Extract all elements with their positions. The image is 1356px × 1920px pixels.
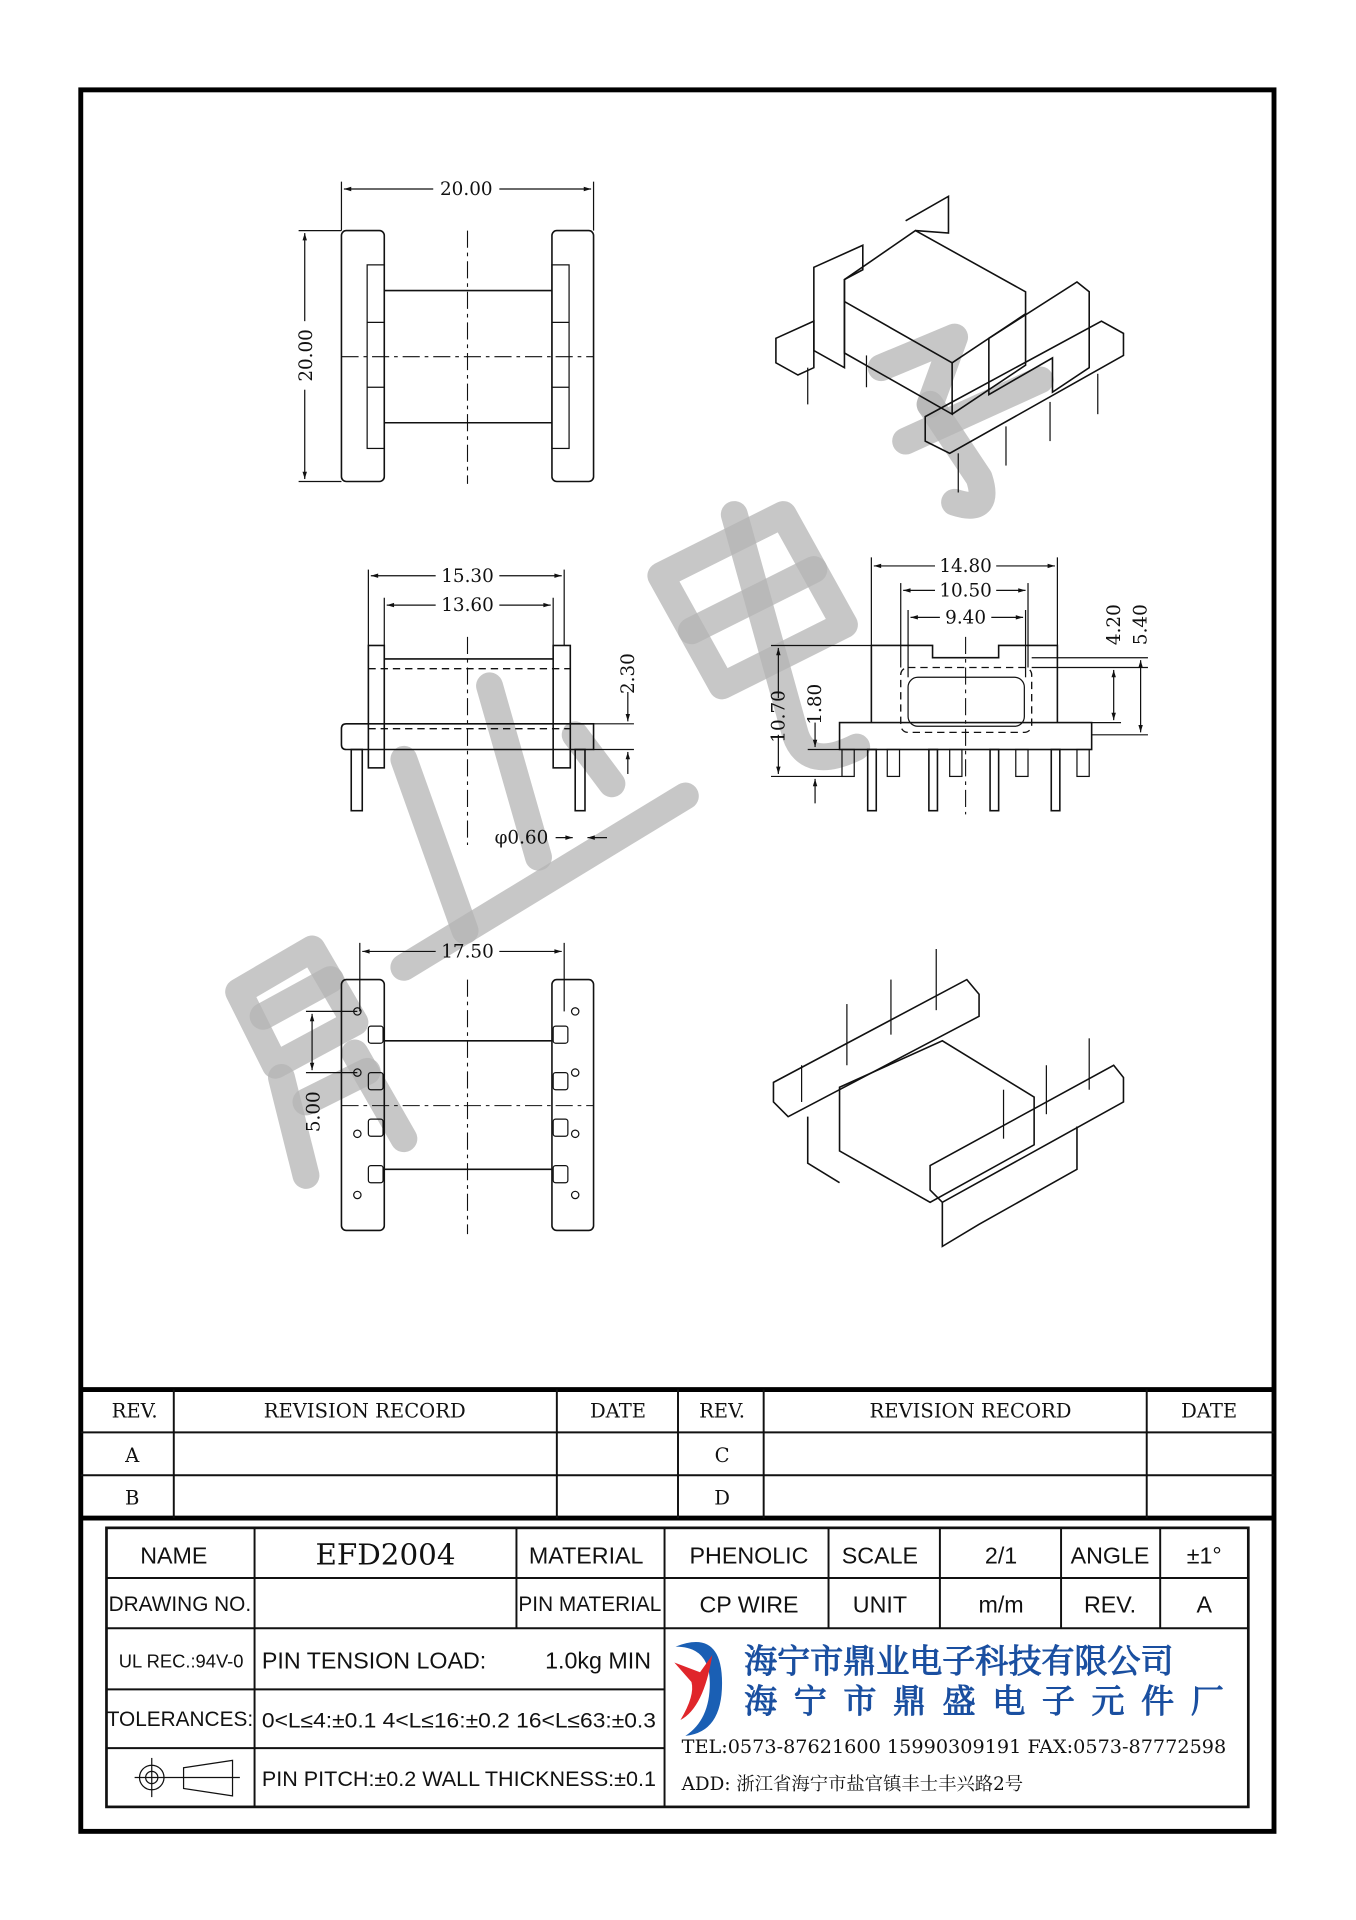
name-value: EFD2004	[315, 1537, 456, 1572]
header-date: DATE	[589, 1399, 647, 1423]
title-block	[106, 1528, 1248, 1807]
rev-d: D	[714, 1486, 730, 1510]
dim-w2: 10.50	[939, 580, 992, 602]
header-rev: REV.	[111, 1399, 158, 1423]
pin-pitch: PIN PITCH:±0.2 WALL THICKNESS:±0.1	[261, 1768, 656, 1792]
rev-b: B	[124, 1486, 140, 1510]
drawing-no-label: DRAWING NO.	[108, 1593, 252, 1617]
unit-value: m/m	[978, 1591, 1024, 1618]
material-value: PHENOLIC	[689, 1542, 809, 1569]
watermark-char-zi	[881, 337, 1040, 505]
tolerances-label: TOLERANCES:	[106, 1708, 254, 1732]
dim-h-base: 1.80	[805, 683, 827, 725]
projection-symbol-icon	[135, 1758, 240, 1797]
company-logo	[674, 1642, 722, 1736]
pin-tension-value: 1.0kg MIN	[545, 1647, 652, 1674]
dim-pin-dia: φ0.60	[494, 827, 549, 849]
company-name-1: 海宁市鼎业电子科技有限公司	[744, 1641, 1174, 1681]
scale-label: SCALE	[841, 1542, 919, 1569]
top-view	[296, 179, 593, 484]
dim-h1: 4.20	[1103, 604, 1125, 646]
angle-value: ±1°	[1186, 1542, 1222, 1569]
dim-pin-span: 17.50	[441, 941, 494, 963]
dim-inner: 13.60	[441, 595, 494, 617]
revision-table	[81, 1390, 1274, 1519]
company-tel: TEL:0573-87621600 15990309191 FAX:0573-87772598	[681, 1737, 1227, 1759]
company-name-2: 海 宁 市 鼎 盛 电 子 元 件 厂	[744, 1681, 1224, 1721]
rev-a: A	[125, 1443, 140, 1467]
dim-w3: 9.40	[945, 607, 987, 629]
header-date: DATE	[1181, 1399, 1238, 1423]
pin-material-value: CP WIRE	[699, 1591, 799, 1618]
dim-h2: 5.40	[1130, 604, 1152, 646]
watermark-char-ding	[239, 949, 404, 1175]
rev-value: A	[1196, 1591, 1213, 1618]
dim-width: 20.00	[440, 179, 493, 201]
company-address: ADD: 浙江省海宁市盐官镇丰士丰兴路2号	[681, 1773, 1024, 1795]
rev-c: C	[714, 1443, 730, 1467]
dim-height: 20.00	[296, 329, 318, 382]
name-label: NAME	[140, 1542, 208, 1569]
dim-pitch: 5.00	[303, 1091, 325, 1133]
watermark	[239, 337, 1041, 1175]
header-record: REVISION RECORD	[869, 1399, 1072, 1423]
pin-tension-label: PIN TENSION LOAD:	[261, 1647, 487, 1674]
scale-value: 2/1	[984, 1542, 1018, 1569]
header-record: REVISION RECORD	[263, 1399, 466, 1423]
pin-material-label: PIN MATERIAL	[518, 1593, 662, 1617]
dim-h-total: 10.70	[768, 690, 790, 743]
material-label: MATERIAL	[528, 1542, 644, 1569]
angle-label: ANGLE	[1070, 1542, 1150, 1569]
header-rev: REV.	[699, 1399, 746, 1423]
dim-base: 2.30	[617, 653, 639, 695]
drawing-frame	[81, 90, 1274, 1832]
watermark-char-dian	[661, 515, 857, 757]
rev-label: REV.	[1083, 1591, 1137, 1618]
ul-rec: UL REC.:94V-0	[118, 1650, 244, 1672]
unit-label: UNIT	[852, 1591, 908, 1618]
tolerances-value: 0<L≤4:±0.1 4<L≤16:±0.2 16<L≤63:±0.3	[261, 1709, 656, 1733]
dim-w1: 14.80	[939, 556, 992, 578]
dim-outer: 15.30	[441, 565, 494, 587]
isometric-view-bottom	[773, 949, 1123, 1246]
